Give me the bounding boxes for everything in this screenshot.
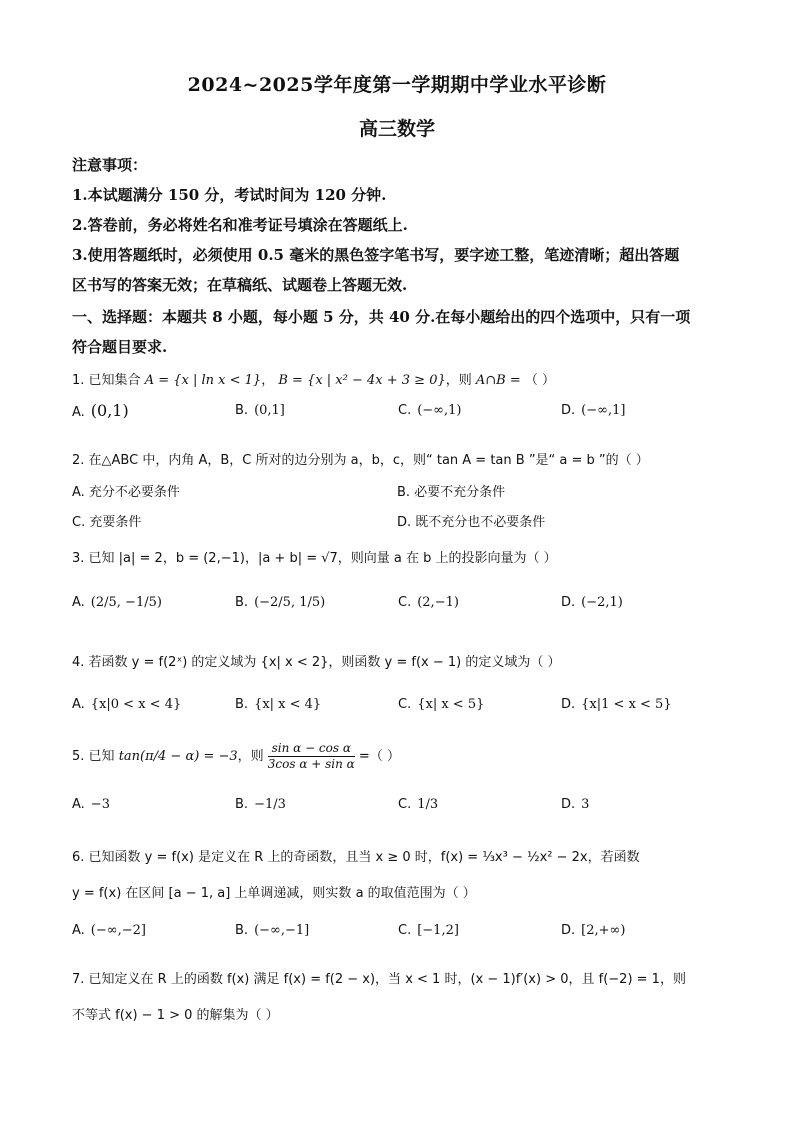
q5-denominator: 3cos α + sin α xyxy=(267,757,355,771)
option-label: A. xyxy=(72,697,85,712)
option-label: C. xyxy=(398,697,412,712)
option-value: {x|1 < x < 5} xyxy=(581,697,672,712)
question-5-stem xyxy=(72,740,732,774)
option-label: D. xyxy=(561,697,576,712)
q1-option-d[interactable] xyxy=(561,400,724,424)
section-heading-line1: 一、选择题：本题共 8 小题，每小题 5 分，共 40 分.在每小题给出的四个选项中，只有一项 xyxy=(72,308,691,326)
option-value: (0,1] xyxy=(254,403,285,418)
q3-option-d[interactable] xyxy=(561,592,724,614)
question-1-options xyxy=(72,400,732,424)
q6-option-d[interactable] xyxy=(561,920,724,942)
q1-option-a[interactable] xyxy=(72,400,235,424)
notes-block xyxy=(72,150,722,300)
q5-option-a[interactable] xyxy=(72,794,235,816)
q2-option-b[interactable]: B. 必要不充分条件 xyxy=(397,485,506,500)
option-value: (−∞,−2] xyxy=(90,923,146,938)
option-value: (−2/5, 1/5) xyxy=(254,595,326,610)
q5-text-a: 5. 已知 xyxy=(72,749,115,764)
question-6-options xyxy=(72,920,732,942)
option-value: {x|0 < x < 4} xyxy=(90,697,182,712)
q3-option-b[interactable] xyxy=(235,592,398,614)
q4-option-b[interactable] xyxy=(235,694,398,716)
option-label: C. xyxy=(398,923,412,938)
q5-fraction xyxy=(268,741,355,772)
q1-paren: （ ） xyxy=(524,373,556,388)
option-value: (−∞,1) xyxy=(417,403,462,418)
q2-option-a[interactable]: A. 充分不必要条件 xyxy=(72,485,180,500)
q6-line1: 6. 已知函数 y = f(x) 是定义在 R 上的奇函数，且当 x ≥ 0 时，f(x) = ⅓x³ − ½x² − 2x，若函数 xyxy=(72,850,640,865)
option-value: [2,+∞) xyxy=(581,923,626,938)
exam-title: 2024~2025学年度第一学期期中学业水平诊断 xyxy=(187,74,607,96)
option-label: C. xyxy=(398,797,412,812)
option-label: A. xyxy=(72,797,85,812)
q5-condition: tan(π/4 − α) = −3 xyxy=(118,749,238,764)
question-2 xyxy=(72,450,732,538)
option-value: (2,−1) xyxy=(417,595,459,610)
option-value: 1/3 xyxy=(417,797,439,812)
option-label: B. xyxy=(235,403,249,418)
q1-option-c[interactable] xyxy=(398,400,561,424)
q3-option-c[interactable] xyxy=(398,592,561,614)
question-3-stem: 3. 已知 |a| = 2，b = (2,−1)，|a + b| = √7，则向量 a 在 b 上的投影向量为（ ） xyxy=(72,551,557,566)
section-heading-line2: 符合题目要求. xyxy=(72,338,168,356)
option-label: B. xyxy=(235,595,249,610)
q7-line2: 不等式 f(x) − 1 > 0 的解集为（ ） xyxy=(72,1008,279,1023)
question-6 xyxy=(72,840,732,942)
q5-paren: =（ ） xyxy=(358,749,400,764)
question-7-stem xyxy=(72,962,732,1034)
q5-option-c[interactable] xyxy=(398,794,561,816)
question-7 xyxy=(72,962,732,1034)
section-heading xyxy=(72,302,722,362)
option-value: {x| x < 5} xyxy=(417,697,485,712)
option-value: (0,1) xyxy=(90,401,129,420)
q5-text-b: ，则 xyxy=(237,749,264,764)
question-3-options xyxy=(72,592,732,614)
q5-option-d[interactable] xyxy=(561,794,724,816)
question-1-stem xyxy=(72,370,732,392)
q1-text-b: ，则 xyxy=(445,373,472,388)
exam-subtitle: 高三数学 xyxy=(358,118,435,140)
q1-option-b[interactable] xyxy=(235,400,398,424)
question-1 xyxy=(72,370,732,424)
question-2-options xyxy=(72,478,732,538)
option-value: (−∞,1] xyxy=(581,403,626,418)
note-item-3-cont: 区书写的答案无效；在草稿纸、试题卷上答题无效. xyxy=(72,276,408,294)
option-label: B. xyxy=(235,697,249,712)
q3-option-a[interactable] xyxy=(72,592,235,614)
q1-set-a: A = {x | ln x < 1} xyxy=(144,373,262,388)
q4-option-a[interactable] xyxy=(72,694,235,716)
question-6-stem xyxy=(72,840,732,912)
option-value: {x| x < 4} xyxy=(254,697,322,712)
question-5-options xyxy=(72,794,732,816)
option-value: [−1,2] xyxy=(417,923,459,938)
question-5 xyxy=(72,740,732,816)
question-2-stem: 2. 在△ABC 中，内角 A，B，C 所对的边分别为 a，b，c，则“ tan A = tan B ”是“ a = b ”的（ ） xyxy=(72,453,649,468)
option-label: A. xyxy=(72,595,85,610)
q6-option-b[interactable] xyxy=(235,920,398,942)
q1-text-a: 1. 已知集合 xyxy=(72,373,141,388)
q4-option-d[interactable] xyxy=(561,694,724,716)
option-label: B. xyxy=(235,923,249,938)
option-value: (2/5, −1/5) xyxy=(90,595,162,610)
q5-option-b[interactable] xyxy=(235,794,398,816)
q7-line1: 7. 已知定义在 R 上的函数 f(x) 满足 f(x) = f(2 − x)，当 x < 1 时，(x − 1)f′(x) > 0，且 f(−2) = 1，则 xyxy=(72,972,686,987)
option-value: −1/3 xyxy=(254,797,286,812)
option-label: C. xyxy=(398,595,412,610)
q2-option-c[interactable]: C. 充要条件 xyxy=(72,515,142,530)
note-item-3: 3.使用答题纸时，必须使用 0.5 毫米的黑色签字笔书写，要字迹工整，笔迹清晰；超出答题 xyxy=(72,246,680,264)
q6-option-a[interactable] xyxy=(72,920,235,942)
option-value: 3 xyxy=(581,797,590,812)
q1-set-b: B = {x | x² − 4x + 3 ≥ 0} xyxy=(278,373,446,388)
option-value: −3 xyxy=(90,797,110,812)
option-label: C. xyxy=(398,403,412,418)
option-label: D. xyxy=(561,797,576,812)
question-4-stem: 4. 若函数 y = f(2ˣ) 的定义域为 {x| x < 2}，则函数 y = f(x − 1) 的定义域为（ ） xyxy=(72,655,561,670)
q5-numerator: sin α − cos α xyxy=(268,741,355,757)
q6-line2: y = f(x) 在区间 [a − 1, a] 上单调递减，则实数 a 的取值范围为（ ） xyxy=(72,886,476,901)
question-3 xyxy=(72,548,732,614)
option-label: A. xyxy=(72,923,85,938)
option-label: D. xyxy=(561,403,576,418)
option-label: D. xyxy=(561,923,576,938)
q4-option-c[interactable] xyxy=(398,694,561,716)
q1-intersection: A∩B = xyxy=(475,373,521,388)
q2-option-d[interactable]: D. 既不充分也不必要条件 xyxy=(397,515,546,530)
option-label: B. xyxy=(235,797,249,812)
question-4-options xyxy=(72,694,732,716)
q6-option-c[interactable] xyxy=(398,920,561,942)
q1-sep: ， xyxy=(261,373,275,388)
option-value: (−2,1) xyxy=(581,595,623,610)
note-item-1: 1.本试题满分 150 分，考试时间为 120 分钟. xyxy=(72,186,387,204)
question-4 xyxy=(72,652,732,716)
option-label: D. xyxy=(561,595,576,610)
notes-heading: 注意事项： xyxy=(72,156,148,174)
option-value: (−∞,−1] xyxy=(254,923,310,938)
option-label: A. xyxy=(72,405,85,420)
note-item-2: 2.答卷前，务必将姓名和准考证号填涂在答题纸上. xyxy=(72,216,408,234)
